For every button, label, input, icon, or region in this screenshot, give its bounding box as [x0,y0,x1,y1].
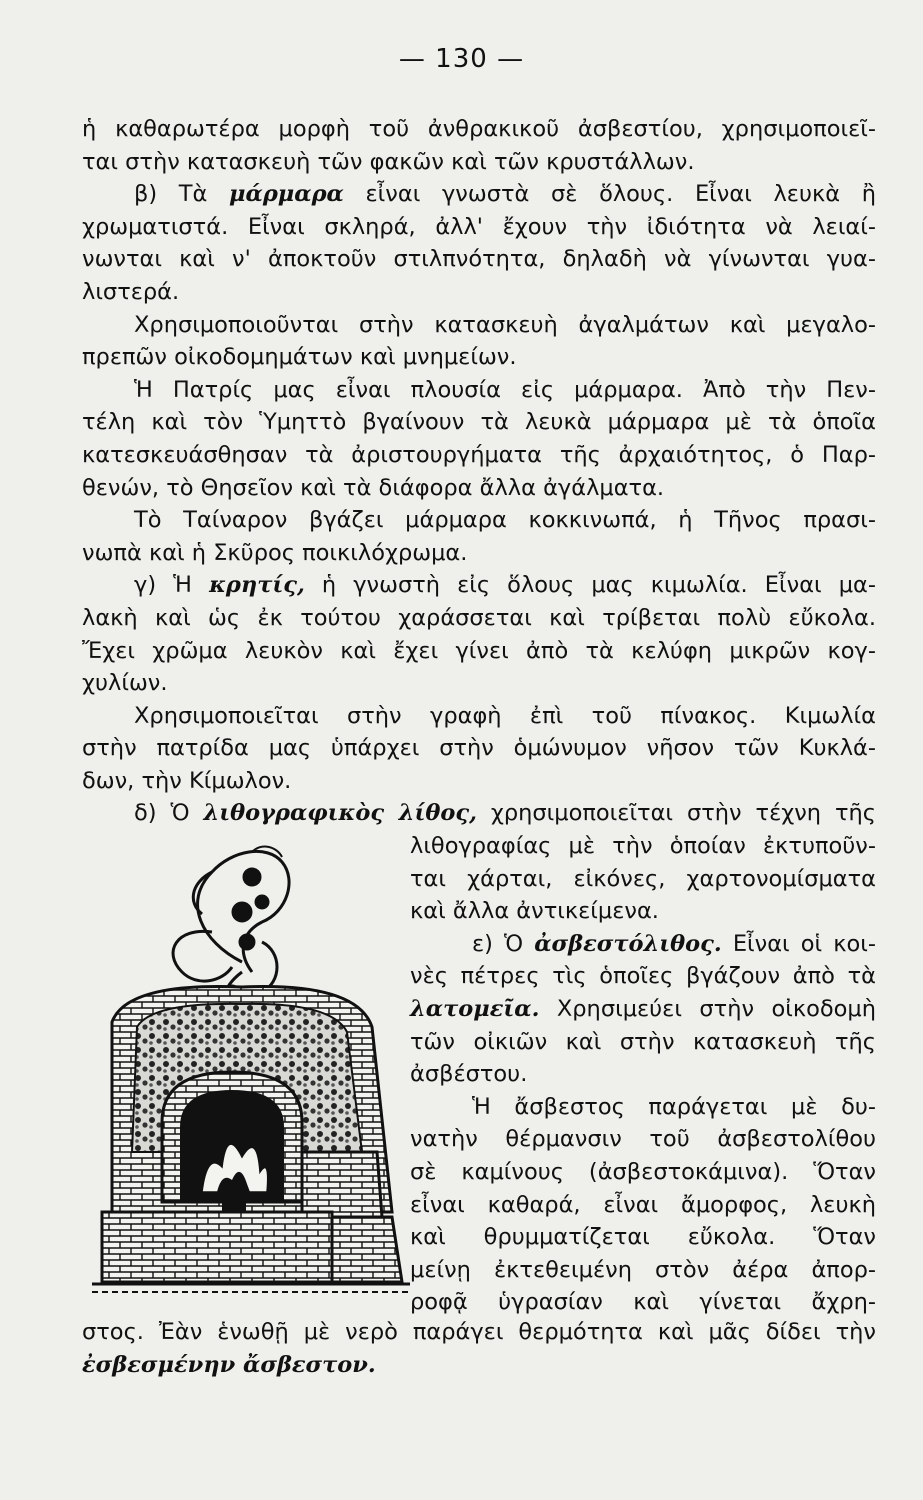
lime-kiln-drawing [92,822,414,1300]
text-line: τῶν οἰκιῶν καὶ στὴν κατασκευὴ τῆς [410,1028,876,1055]
text-line: Ἡ Πατρίς μας εἶναι πλουσία εἰς μάρμαρα. Ἀπὸ τὴν Πεν- [134,376,876,403]
chalk-suffix: ἡ γνωστὴ εἰς ὅλους μας κιμωλία. Εἶναι μα- [304,572,876,599]
text-line: χυλίων. [82,670,168,697]
text-line: μείνῃ ἐκτεθειμένη στὸν ἀέρα ἀπορ- [410,1256,876,1283]
slaked-lime-line [82,1349,876,1382]
quarries-line [410,993,876,1026]
text-line: στὴν πατρίδα μας ὑπάρχει στὴν ὁμώνυμον νῆσον τῶν Κυκλά- [82,735,876,762]
kiln-body [92,986,410,1292]
chalk-term: κρητίς, [209,572,305,599]
chalk-prefix: γ) Ἡ [134,572,210,599]
marble-prefix: β) Τὰ [134,181,230,208]
text-line: λιθογραφίας μὲ τὴν ὁποίαν ἐκτυποῦν- [410,833,876,859]
text-line: ἀσβέστου. [410,1061,528,1088]
text-line: εἶναι καθαρά, εἶναι ἄμορφος, λευκὴ [410,1191,876,1218]
slaked-lime-term: ἐσβεσμένην ἄσβεστον. [82,1351,376,1378]
text-line: Ἔχει χρῶμα λευκὸν καὶ ἔχει γίνει ἀπὸ τὰ κελύφη μικρῶν κογ- [82,637,876,664]
text-line: χρωματιστά. Εἶναι σκληρά, ἀλλ' ἔχουν τὴν ἰδιότητα νὰ λειαί- [82,213,876,240]
text-line: δων, τὴν Κίμωλον. [82,767,292,794]
text-line: στος. Ἐὰν ἑνωθῇ μὲ νερὸ παράγει θερμότητα καὶ μᾶς δίδει τὴν [82,1319,876,1345]
chalk-heading-line [82,569,876,602]
marble-heading-line [82,178,876,211]
text-line: νὲς πέτρες τὶς ὁποῖες βγάζουν ἀπὸ τὰ [410,963,876,990]
text-line: καὶ ἄλλα ἀντικείμενα. [410,898,659,925]
litho-prefix: δ) Ὁ [134,800,204,827]
limestone-term: ἀσβεστόλιθος. [534,930,722,957]
limestone-prefix: ε) Ὁ [472,930,535,957]
text-line: Χρησιμοποιοῦνται στὴν κατασκευὴ ἀγαλμάτων καὶ μεγαλο- [134,311,876,338]
text-line: πρεπῶν οἰκοδομημάτων καὶ μνημείων. [82,344,517,371]
text-line: καὶ θρυμματίζεται εὔκολα. Ὅταν [410,1224,876,1251]
text-line: Χρησιμοποιεῖται στὴν γραφὴ ἐπὶ τοῦ πίνακος. Κιμωλία [134,702,876,729]
text-line: ται στὴν κατασκευὴ τῶν φακῶν καὶ τῶν κρυστάλλων. [82,148,695,175]
text-line: Ἡ ἄσβεστος παράγεται μὲ δυ- [472,1093,876,1120]
quarries-term: λατομεῖα. [410,995,540,1022]
litho-term: λιθογραφικὸς λίθος, [203,800,477,827]
limestone-heading-line [410,928,876,961]
litho-suffix: χρησιμοποιεῖται στὴν τέχνη τῆς [476,800,877,827]
text-line: λιστερά. [82,278,180,305]
text-line: σὲ καμίνους (ἀσβεστοκάμινα). Ὅταν [410,1158,876,1185]
text-line: ται χάρται, εἰκόνες, χαρτονομίσματα [410,865,876,892]
bottom-text-block [82,1316,876,1381]
text-line: λακὴ καὶ ὡς ἐκ τούτου χαράσσεται καὶ τρίβεται πολὺ εὔκολα. [82,604,876,631]
page-number: — 130 — [398,44,525,74]
limestone-suffix: Εἶναι οἱ κοι- [721,930,876,957]
marble-suffix: εἶναι γνωστὰ σὲ ὅλους. Εἶναι λευκὰ ἢ [343,181,876,208]
lime-kiln-illustration [92,822,414,1300]
side-text-block [410,830,876,1319]
text-line: νατὴν θέρμανσιν τοῦ ἀσβεστολίθου [410,1126,876,1153]
text-line: κατεσκευάσθησαν τὰ ἀριστουργήματα τῆς ἀρχαιότητος, ὁ Παρ- [82,441,876,468]
quarries-suffix: Χρησιμεύει στὴν οἰκοδομὴ [539,995,876,1022]
text-line: ροφᾷ ὑγρασίαν καὶ γίνεται ἄχρη- [410,1289,876,1316]
text-line: ἡ καθαρωτέρα μορφὴ τοῦ ἀνθρακικοῦ ἀσβεστίου, χρησιμοποιεῖ- [82,116,876,142]
main-text-block [82,113,876,830]
text-line: νωπὰ καὶ ἡ Σκῦρος ποικιλόχρωμα. [82,539,468,566]
text-line: Τὸ Ταίναρον βγάζει μάρμαρα κοκκινωπά, ἡ Τῆνος πρασι- [134,507,876,534]
text-line: θενών, τὸ Θησεῖον καὶ τὰ διάφορα ἄλλα ἀγάλματα. [82,474,665,501]
text-line: τέλη καὶ τὸν Ὑμηττὸ βγαίνουν τὰ λευκὰ μάρμαρα μὲ τὰ ὁποῖα [82,409,876,436]
text-line: νωνται καὶ ν' ἀποκτοῦν στιλπνότητα, δηλαδὴ νὰ γίνωνται γυα- [82,246,876,273]
marble-term: μάρμαρα [229,181,344,208]
